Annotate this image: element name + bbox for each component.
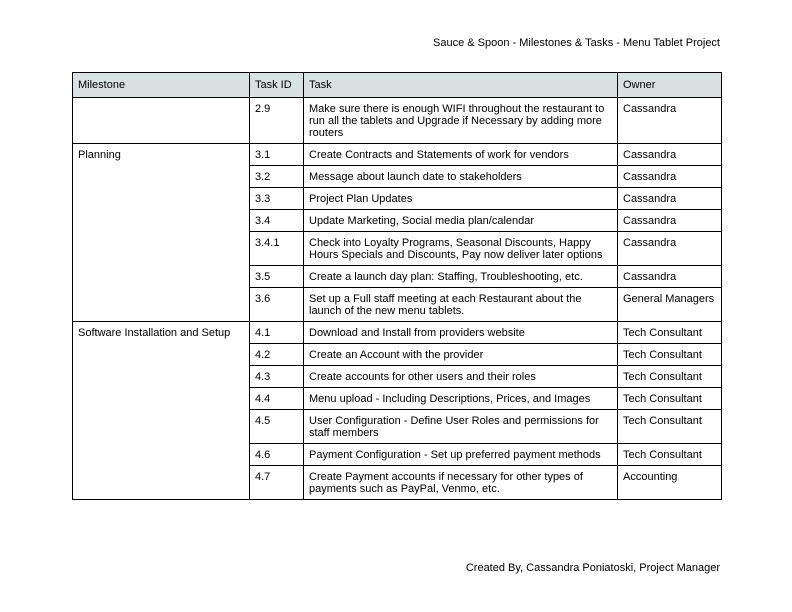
owner-cell: Tech Consultant <box>618 444 722 466</box>
task-id-cell: 4.1 <box>250 322 304 344</box>
task-id-cell: 3.6 <box>250 288 304 322</box>
task-cell: Create Payment accounts if necessary for other types of payments such as PayPal, Venmo, etc. <box>304 466 618 500</box>
owner-cell: Cassandra <box>618 188 722 210</box>
task-cell: Create a launch day plan: Staffing, Troubleshooting, etc. <box>304 266 618 288</box>
task-cell: Download and Install from providers website <box>304 322 618 344</box>
milestone-cell: Software Installation and Setup <box>73 322 250 500</box>
owner-cell: Tech Consultant <box>618 388 722 410</box>
table-row <box>73 322 722 344</box>
task-cell: Create accounts for other users and their roles <box>304 366 618 388</box>
task-id-cell: 3.4.1 <box>250 232 304 266</box>
owner-cell: Cassandra <box>618 144 722 166</box>
task-id-cell: 3.2 <box>250 166 304 188</box>
task-id-cell: 3.4 <box>250 210 304 232</box>
task-cell: Create an Account with the provider <box>304 344 618 366</box>
task-cell: Create Contracts and Statements of work for vendors <box>304 144 618 166</box>
column-header-owner: Owner <box>618 73 722 98</box>
task-cell: Message about launch date to stakeholders <box>304 166 618 188</box>
task-id-cell: 4.7 <box>250 466 304 500</box>
column-header-milestone: Milestone <box>73 73 250 98</box>
task-id-cell: 4.3 <box>250 366 304 388</box>
owner-cell: Cassandra <box>618 166 722 188</box>
task-cell: Payment Configuration - Set up preferred payment methods <box>304 444 618 466</box>
table-row <box>73 98 722 144</box>
task-cell: Menu upload - Including Descriptions, Prices, and Images <box>304 388 618 410</box>
task-cell: User Configuration - Define User Roles and permissions for staff members <box>304 410 618 444</box>
milestones-table <box>72 72 722 500</box>
task-cell: Project Plan Updates <box>304 188 618 210</box>
task-id-cell: 3.5 <box>250 266 304 288</box>
owner-cell: Tech Consultant <box>618 366 722 388</box>
footer-credit: Created By, Cassandra Poniatoski, Project Manager <box>465 562 720 574</box>
owner-cell: Cassandra <box>618 210 722 232</box>
owner-cell: General Managers <box>618 288 722 322</box>
task-id-cell: 4.4 <box>250 388 304 410</box>
column-header-task-id: Task ID <box>250 73 304 98</box>
table-row <box>73 144 722 166</box>
owner-cell: Tech Consultant <box>618 344 722 366</box>
owner-cell: Accounting <box>618 466 722 500</box>
task-id-cell: 3.3 <box>250 188 304 210</box>
milestone-cell: Planning <box>73 144 250 322</box>
task-cell: Set up a Full staff meeting at each Restaurant about the launch of the new menu tablets. <box>304 288 618 322</box>
task-id-cell: 4.2 <box>250 344 304 366</box>
task-cell: Check into Loyalty Programs, Seasonal Discounts, Happy Hours Specials and Discounts, Pay now deliver later options <box>304 232 618 266</box>
task-cell: Update Marketing, Social media plan/calendar <box>304 210 618 232</box>
task-id-cell: 4.6 <box>250 444 304 466</box>
column-header-task: Task <box>304 73 618 98</box>
task-id-cell: 3.1 <box>250 144 304 166</box>
task-cell: Make sure there is enough WIFI throughout the restaurant to run all the tablets and Upgrade if Necessary by adding more routers <box>304 98 618 144</box>
owner-cell: Cassandra <box>618 266 722 288</box>
table-body <box>73 98 722 500</box>
table-header-row <box>73 73 722 98</box>
owner-cell: Tech Consultant <box>618 322 722 344</box>
milestone-cell <box>73 98 250 144</box>
task-id-cell: 4.5 <box>250 410 304 444</box>
task-id-cell: 2.9 <box>250 98 304 144</box>
owner-cell: Tech Consultant <box>618 410 722 444</box>
owner-cell: Cassandra <box>618 232 722 266</box>
document-title: Sauce & Spoon - Milestones & Tasks - Menu Tablet Project <box>433 37 720 49</box>
owner-cell: Cassandra <box>618 98 722 144</box>
